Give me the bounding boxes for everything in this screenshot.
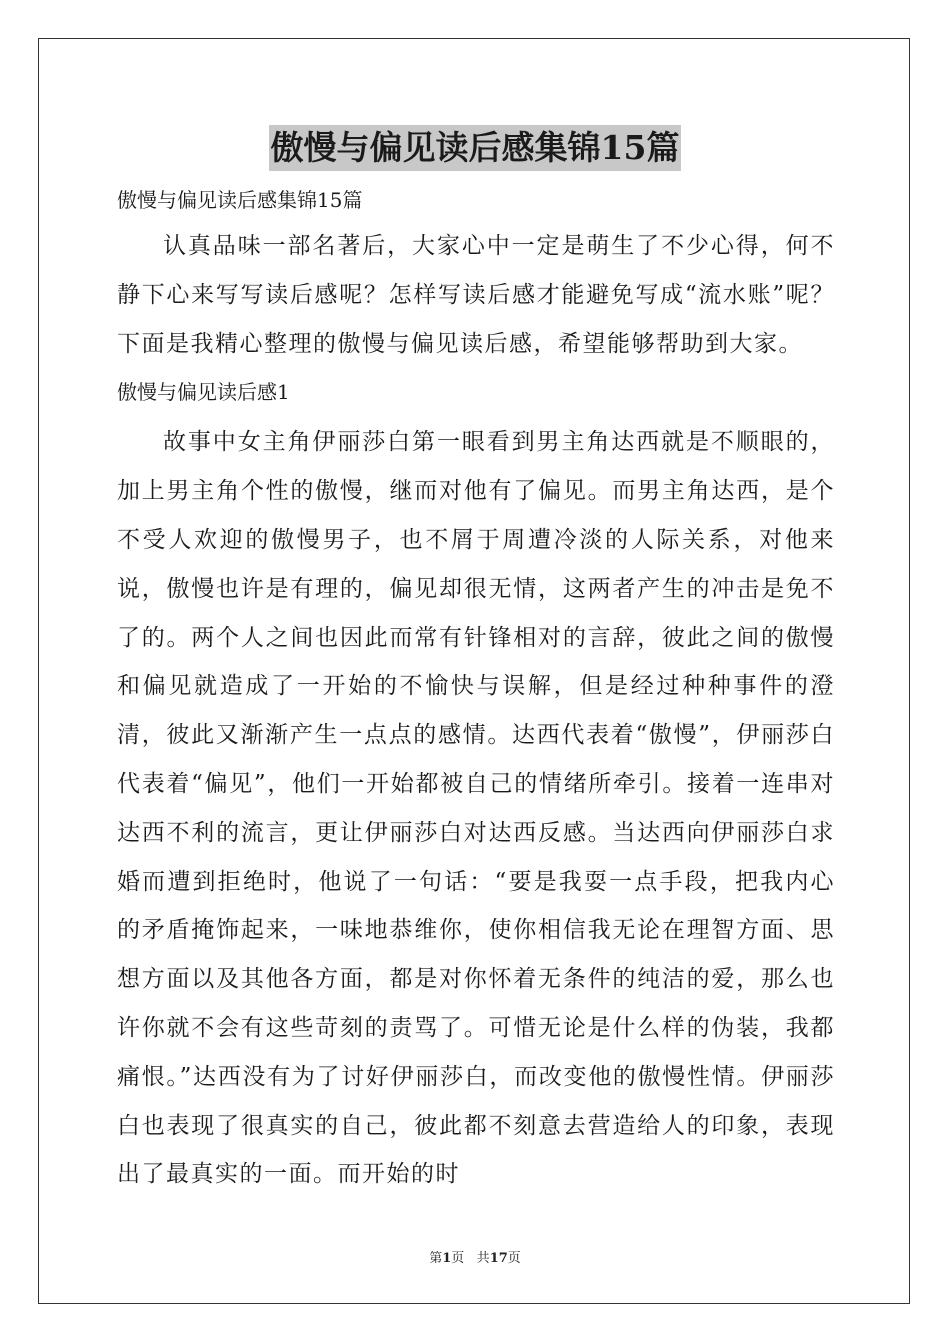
document-subtitle: 傲慢与偏见读后感集锦15篇 bbox=[117, 188, 363, 212]
total-pages: 17 bbox=[489, 1251, 508, 1266]
page-suffix: 页 bbox=[451, 1251, 465, 1266]
page-footer bbox=[0, 1247, 950, 1266]
body-paragraph: 故事中女主角伊丽莎白第一眼看到男主角达西就是不顺眼的，加上男主角个性的傲慢，继而对他有了偏见。而男主角达西，是个不受人欢迎的傲慢男子，也不屑于周遭冷淡的人际关系，对他来说，傲慢也许是有理的，偏见却很无情，这两者产生的冲击是免不了的。两个人之间也因此而常有针锋相对的言辞，彼此之间的傲慢和偏见就造成了一开始的不愉快与误解，但是经过种种事件的澄清，彼此又渐渐产生一点点的感情。达西代表着“傲慢”，伊丽莎白代表着“偏见”，他们一开始都被自己的情绪所牵引。接着一连串对达西不利的流言，更让伊丽莎白对达西反感。当达西向伊丽莎白求婚而遭到拒绝时，他说了一句话：“要是我耍一点手段，把我内心的矛盾掩饰起来，一味地恭维你，使你相信我无论在理智方面、思想方面以及其他各方面，都是对你怀着无条件的纯洁的爱，那么也许你就不会有这些苛刻的责骂了。可惜无论是什么样的伪装，我都痛恨。”达西没有为了讨好伊丽莎白，而改变他的傲慢性情。伊丽莎白也表现了很真实的自己，彼此都不刻意去营造给人的印象，表现出了最真实的一面。而开始的时 bbox=[117, 429, 835, 1188]
intro-paragraph: 认真品味一部名著后，大家心中一定是萌生了不少心得，何不静下心来写写读后感呢？怎样写读后感才能避免写成“流水账”呢？下面是我精心整理的傲慢与偏见读后感，希望能够帮助到大家。 bbox=[117, 233, 835, 357]
total-prefix: 共 bbox=[476, 1251, 490, 1266]
title-wrap bbox=[0, 125, 950, 171]
document-content bbox=[117, 180, 835, 1199]
document-title: 傲慢与偏见读后感集锦15篇 bbox=[269, 125, 682, 171]
page-prefix: 第 bbox=[429, 1251, 443, 1266]
section-heading: 傲慢与偏见读后感1 bbox=[117, 380, 290, 405]
total-suffix: 页 bbox=[507, 1251, 521, 1266]
page-number: 1 bbox=[442, 1251, 452, 1266]
